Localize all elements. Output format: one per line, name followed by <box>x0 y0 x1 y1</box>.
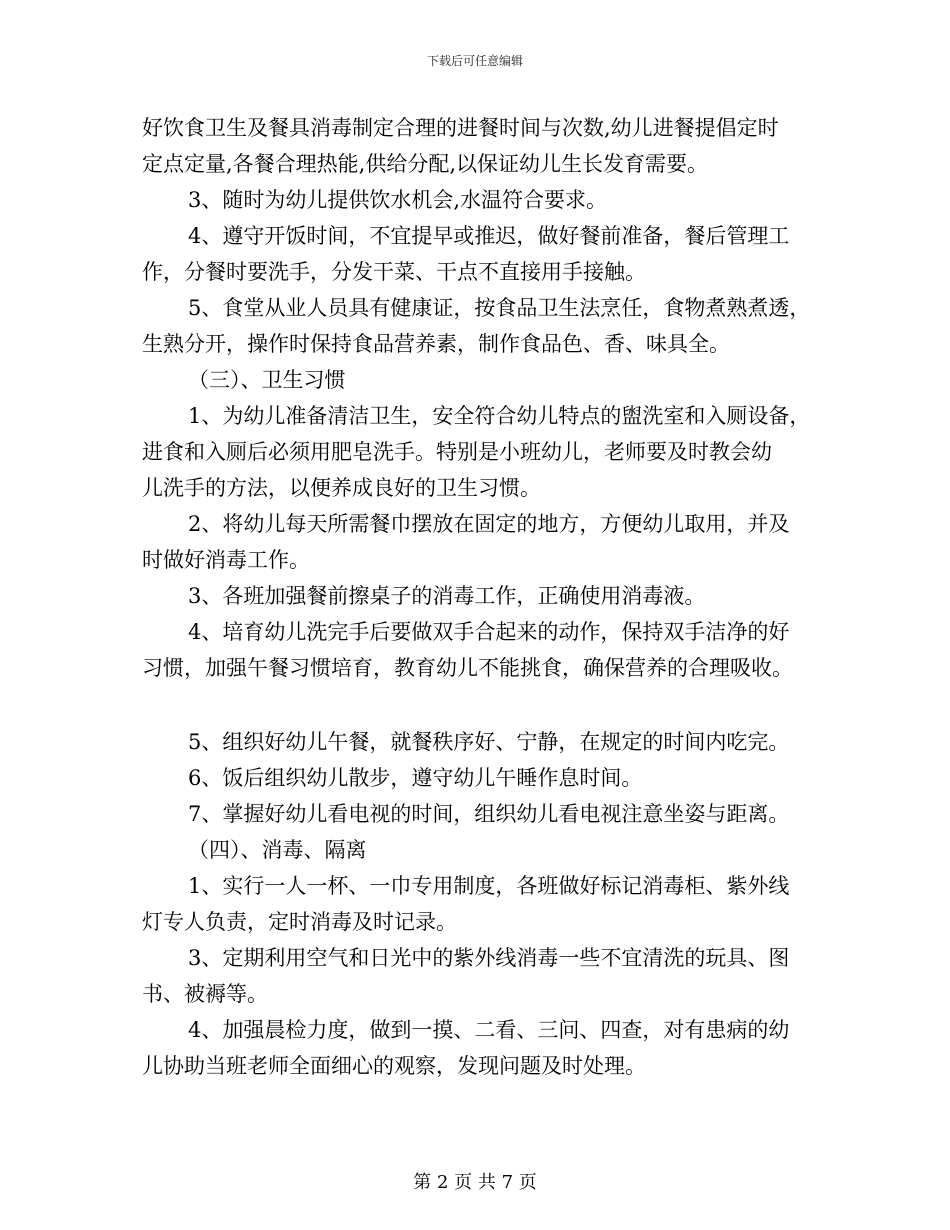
paragraph-line: 时做好消毒工作。 <box>142 548 310 572</box>
paragraph-line: 进食和入厕后必须用肥皂洗手。特别是小班幼儿，老师要及时教会幼 <box>142 440 772 464</box>
paragraph-line: 作，分餐时要洗手，分发干菜、干点不直接用手接触。 <box>142 260 646 284</box>
paragraph-line: 4、培育幼儿洗完手后要做双手合起来的动作，保持双手洁净的好 <box>188 620 790 644</box>
blank-line <box>142 686 814 724</box>
paragraph-line: 4、加强晨检力度，做到一摸、二看、三问、四查，对有患病的幼 <box>188 1018 790 1042</box>
paragraph-line: 3、定期利用空气和日光中的紫外线消毒一些不宜清洗的玩具、图 <box>188 946 790 970</box>
paragraph-line: 儿协助当班老师全面细心的观察，发现问题及时处理。 <box>142 1054 646 1078</box>
paragraph-line: 6、饭后组织幼儿散步，遵守幼儿午睡作息时间。 <box>188 766 643 790</box>
paragraph-line: 3、随时为幼儿提供饮水机会,水温符合要求。 <box>188 188 608 212</box>
section-heading: （四）、消毒、隔离 <box>188 838 367 862</box>
paragraph-line: 灯专人负责，定时消毒及时记录。 <box>142 910 457 934</box>
paragraph-line: 1、为幼儿准备清洁卫生，安全符合幼儿特点的盥洗室和入厕设备， <box>188 404 811 428</box>
section-heading: （三）、卫生习惯 <box>188 368 346 392</box>
paragraph-line: 儿洗手的方法，以便养成良好的卫生习惯。 <box>142 476 541 500</box>
paragraph-line: 习惯，加强午餐习惯培育，教育幼儿不能挑食，确保营养的合理吸收。 <box>142 656 793 680</box>
paragraph-line: 2、将幼儿每天所需餐巾摆放在固定的地方，方便幼儿取用，并及 <box>188 512 790 536</box>
paragraph-line: 好饮食卫生及餐具消毒制定合理的进餐时间与次数,幼儿进餐提倡定时 <box>142 116 779 140</box>
paragraph-line: 4、遵守开饭时间，不宜提早或推迟，做好餐前准备，餐后管理工 <box>188 224 790 248</box>
paragraph-line: 5、食堂从业人员具有健康证，按食品卫生法烹任，食物煮熟煮透， <box>188 296 811 320</box>
paragraph-line: 书、被褥等。 <box>142 982 268 1006</box>
paragraph-line: 7、掌握好幼儿看电视的时间，组织幼儿看电视注意坐姿与距离。 <box>188 802 790 826</box>
paragraph-line: 定点定量,各餐合理热能,供给分配,以保证幼儿生长发育需要。 <box>142 152 709 176</box>
page-number: 第 2 页 共 7 页 <box>413 1172 537 1193</box>
paragraph-line: 1、实行一人一杯、一巾专用制度，各班做好标记消毒柜、紫外线 <box>188 874 790 898</box>
page-header: 下载后可任意编辑 <box>426 54 523 68</box>
paragraph-line: 生熟分开，操作时保持食品营养素，制作食品色、香、味具全。 <box>142 332 730 356</box>
paragraph-line: 3、各班加强餐前擦桌子的消毒工作，正确使用消毒液。 <box>188 584 706 608</box>
document-body <box>142 110 814 1084</box>
paragraph-line: 5、组织好幼儿午餐，就餐秩序好、宁静，在规定的时间内吃完。 <box>188 730 790 754</box>
